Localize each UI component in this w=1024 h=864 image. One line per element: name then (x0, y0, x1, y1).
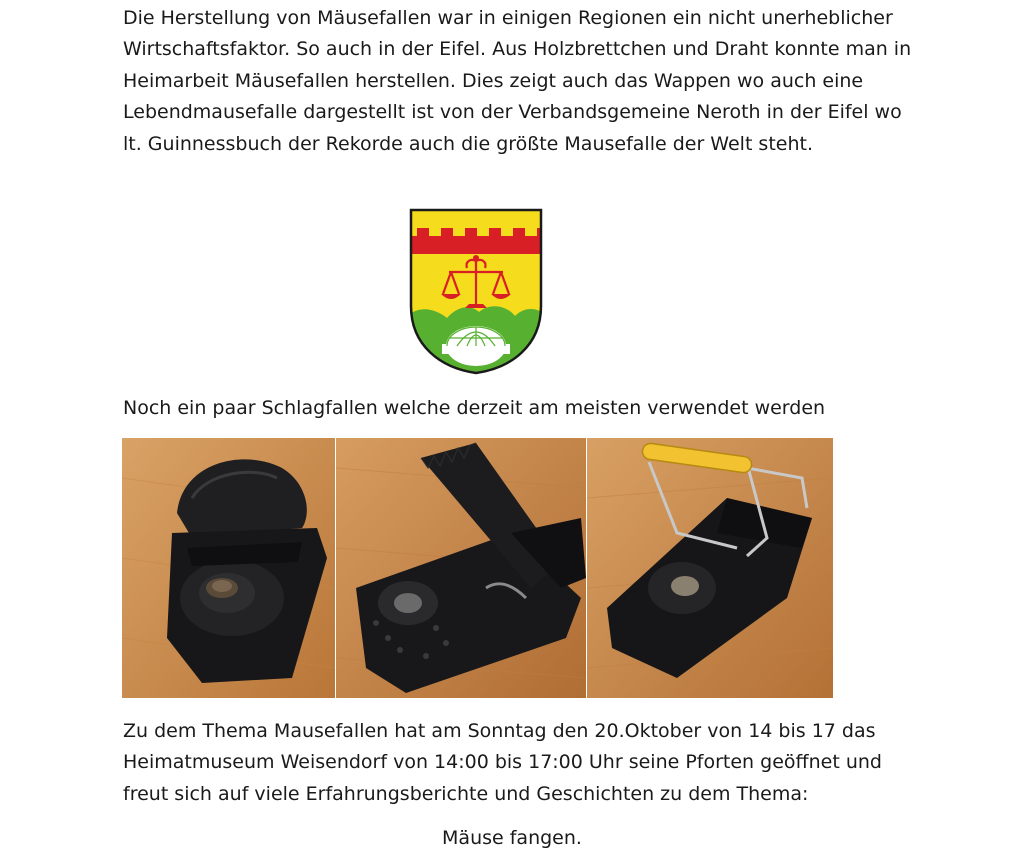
closing-line: Mäuse fangen. (442, 827, 582, 849)
event-paragraph: Zu dem Thema Mausefallen hat am Sonntag den 20.Oktober von 14 bis 17 das Heimatmuseum Weisendorf von 14:00 bis 17:00 Uhr seine Pforten geöffnet und freut sich auf viele Erfahrungsberichte und Geschichten zu dem Thema: (123, 720, 882, 805)
snap-trap-photo-2 (336, 438, 586, 698)
neroth-coat-of-arms (407, 206, 545, 376)
snap-trap-photo-1 (122, 438, 335, 698)
snap-traps-caption: Noch ein paar Schlagfallen welche derzeit am meisten verwendet werden (123, 397, 826, 419)
intro-paragraph: Die Herstellung von Mäusefallen war in einigen Regionen ein nicht unerheblicher Wirtschaftsfaktor. So auch in der Eifel. Aus Holzbrettchen und Draht konnte man in Heimarbeit Mäusefallen herstellen. Dies zeigt auch das Wappen wo auch eine Lebendmausefalle dargestellt ist von der Verbandsgemeine Neroth in der Eifel wo lt. Guinnessbuch der Rekorde auch die größte Mausefalle der Welt steht. (123, 7, 912, 155)
snap-trap-photo-3 (587, 438, 833, 698)
